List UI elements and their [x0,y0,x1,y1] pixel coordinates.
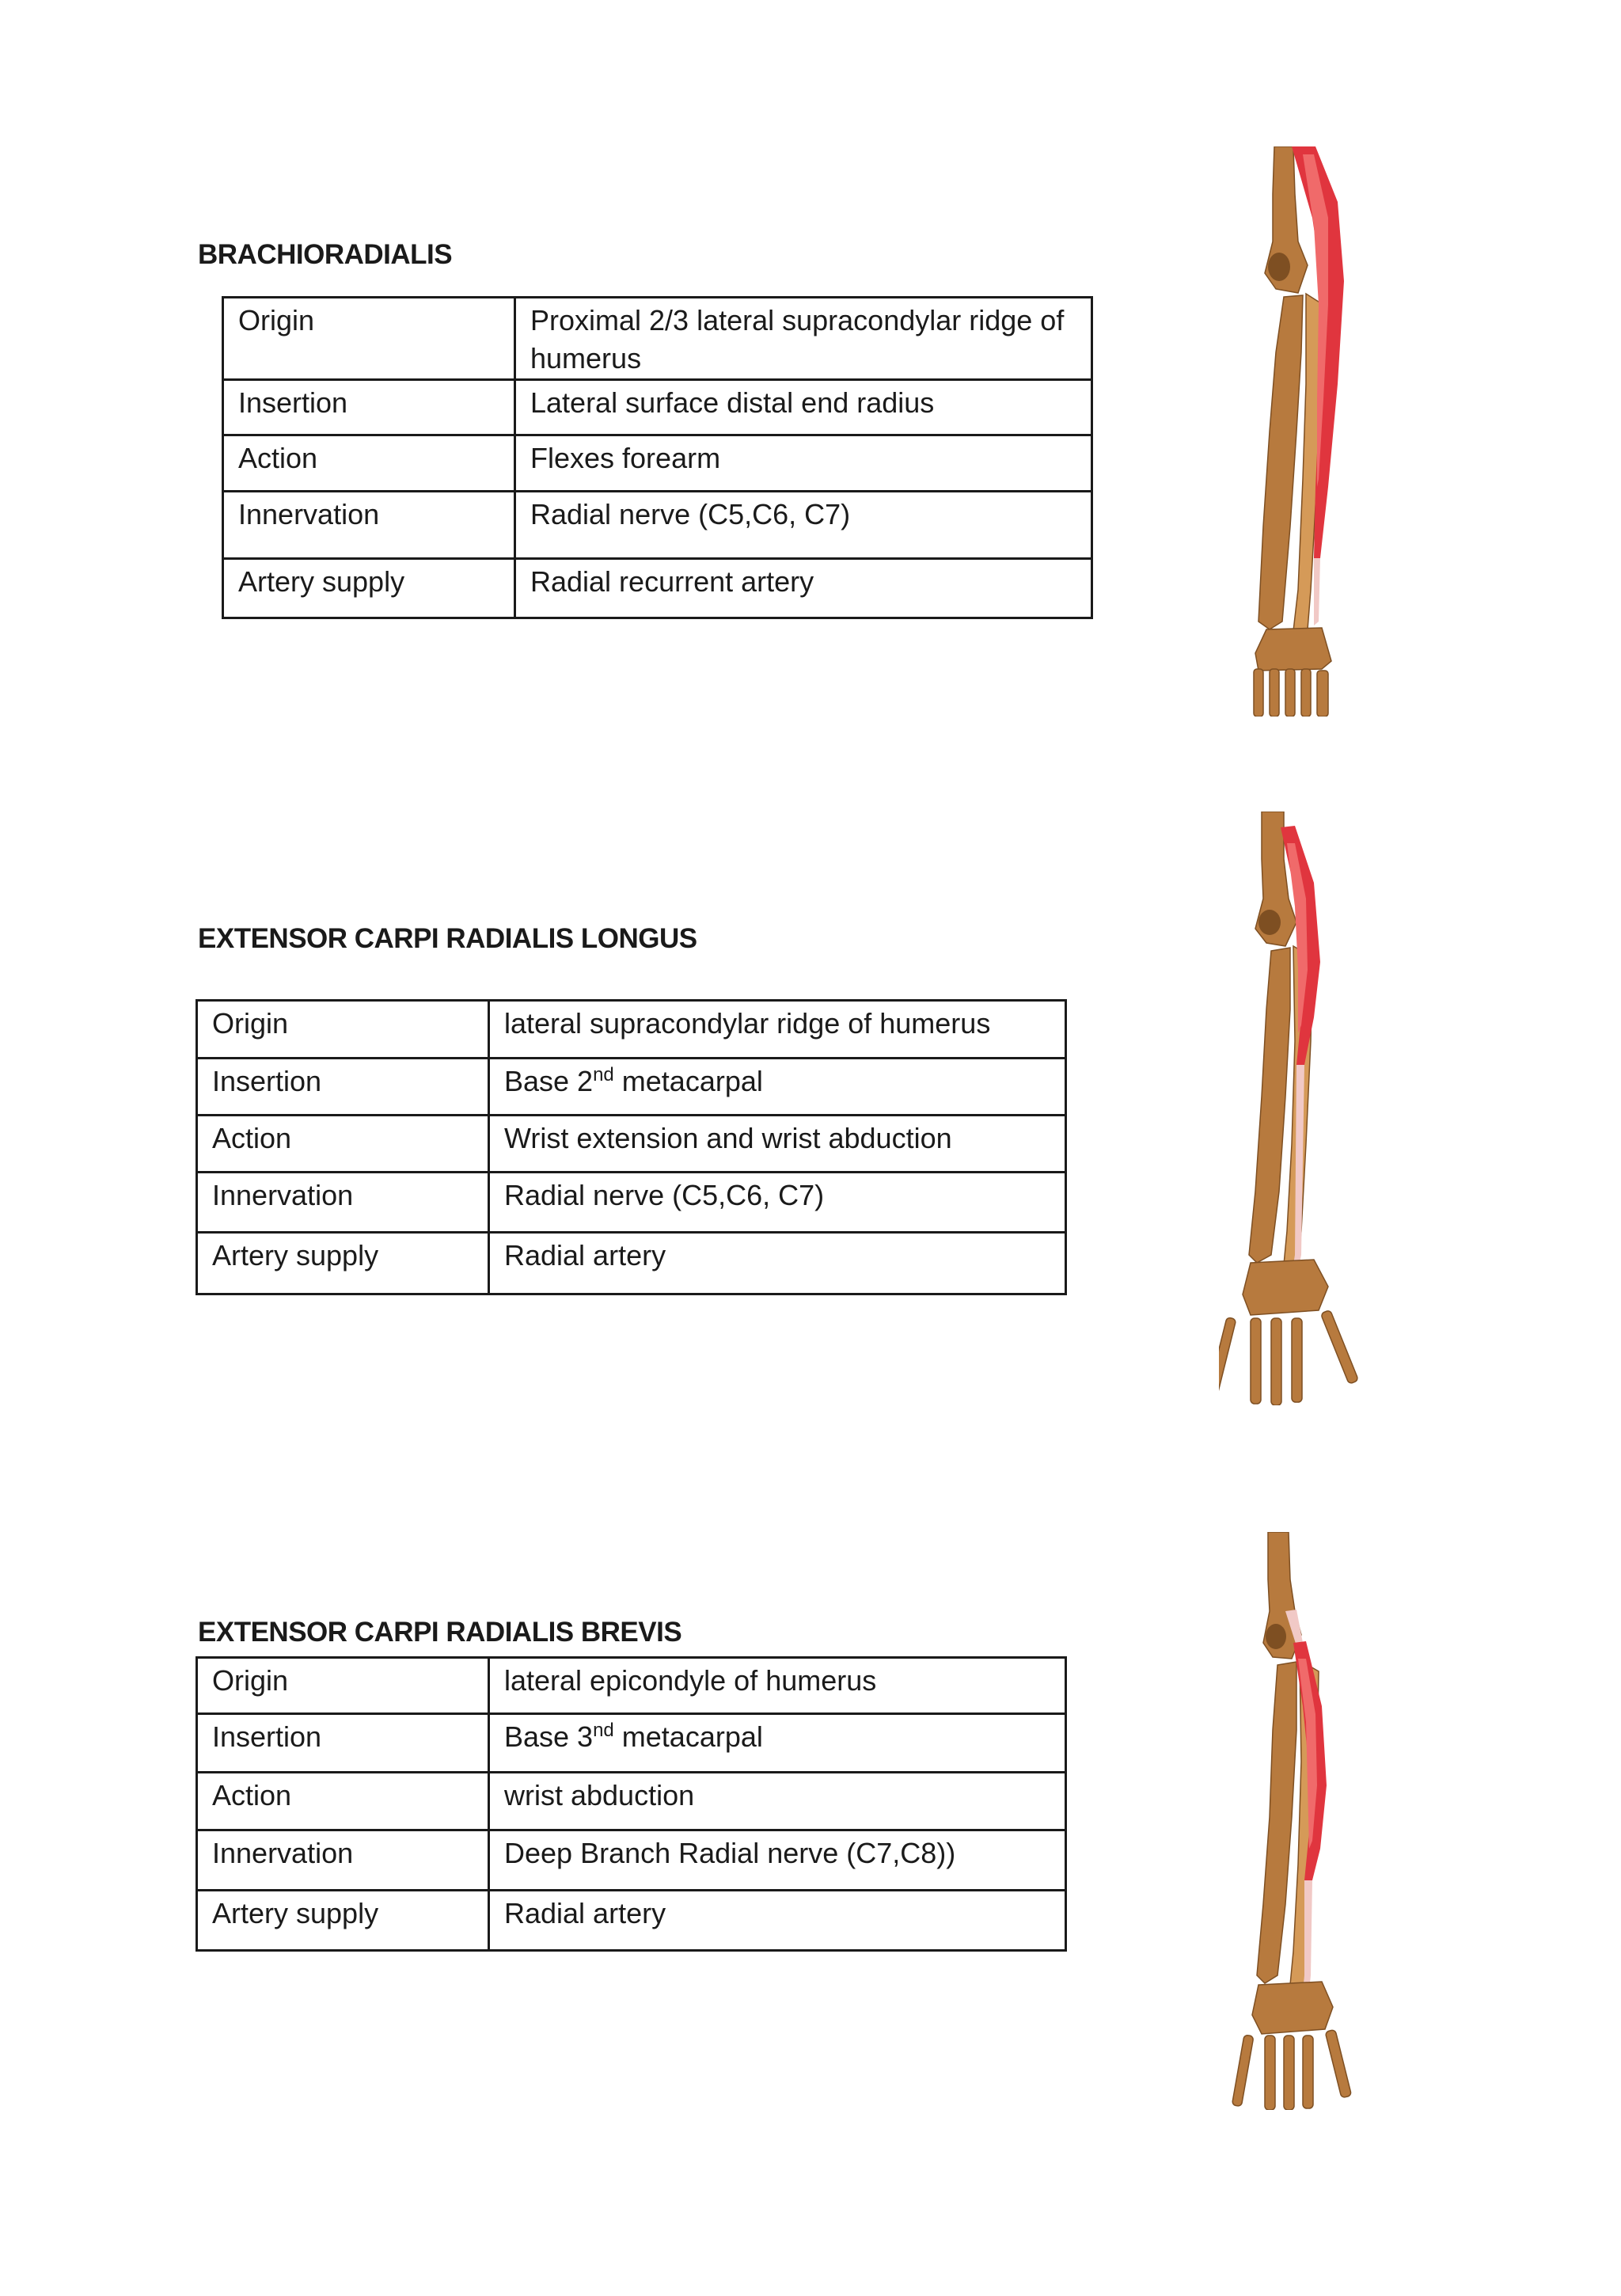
row-value: wrist abduction [489,1773,1066,1830]
section-title-ecrb: EXTENSOR CARPI RADIALIS BREVIS [198,1617,682,1648]
ecrl-illustration [1219,812,1393,1405]
row-value: lateral supracondylar ridge of humerus [489,1001,1066,1059]
row-label: Artery supply [197,1891,489,1951]
row-value: Flexes forearm [515,435,1092,492]
ordinal-suffix: nd [593,1064,614,1085]
hand-bones [1254,669,1328,717]
wrist-carpal-bones [1255,628,1331,671]
row-label: Innervation [197,1830,489,1891]
value-text-tail: metacarpal [613,1065,763,1097]
row-label: Insertion [197,1059,489,1116]
radius-bone [1257,1662,1296,1983]
table-row [197,1116,1066,1173]
table-row [223,298,1092,380]
row-value: lateral epicondyle of humerus [489,1658,1066,1714]
ecrl-table [196,999,1067,1295]
table-row [197,1173,1066,1233]
table-row [223,435,1092,492]
brachioradialis-illustration [1235,146,1377,717]
row-label: Innervation [197,1173,489,1233]
row-value: Radial recurrent artery [515,559,1092,618]
table-row [197,1830,1066,1891]
row-value: Proximal 2/3 lateral supracondylar ridge of humerus [515,298,1092,380]
wrist-carpal-bones [1252,1982,1333,2034]
value-text: Base 3 [504,1720,594,1753]
radius-bone [1258,295,1303,629]
table-row [223,559,1092,618]
table-row [223,380,1092,435]
row-label: Insertion [223,380,515,435]
hand-bones [1219,1310,1358,1405]
row-value: Radial nerve (C5,C6, C7) [489,1173,1066,1233]
row-value: Wrist extension and wrist abduction [489,1116,1066,1173]
row-value: Radial artery [489,1891,1066,1951]
table-row [223,492,1092,559]
row-label: Artery supply [223,559,515,618]
table-row [197,1001,1066,1059]
radius-bone [1249,948,1290,1263]
section-title-brachioradialis: BRACHIORADIALIS [198,239,453,270]
table-row [197,1891,1066,1951]
row-label: Innervation [223,492,515,559]
table-row [197,1233,1066,1294]
row-label: Action [197,1116,489,1173]
row-label: Action [197,1773,489,1830]
row-label: Origin [223,298,515,380]
row-value: Radial nerve (C5,C6, C7) [515,492,1092,559]
value-text: Base 2 [504,1065,594,1097]
table-row [197,1714,1066,1773]
ecrb-table [196,1656,1067,1952]
row-label: Artery supply [197,1233,489,1294]
table-row [197,1059,1066,1116]
brachioradialis-table [222,296,1093,619]
row-value [489,1714,1066,1773]
row-value: Radial artery [489,1233,1066,1294]
row-label: Origin [197,1658,489,1714]
ordinal-suffix: nd [593,1720,614,1741]
table-row [197,1773,1066,1830]
wrist-carpal-bones [1243,1260,1328,1315]
row-value: Deep Branch Radial nerve (C7,C8)) [489,1830,1066,1891]
hand-bones [1232,2029,1351,2110]
row-label: Action [223,435,515,492]
value-text-tail: metacarpal [613,1720,763,1753]
row-value [489,1059,1066,1116]
row-label: Insertion [197,1714,489,1773]
ecrb-illustration [1227,1532,1393,2110]
row-value: Lateral surface distal end radius [515,380,1092,435]
row-label: Origin [197,1001,489,1059]
table-row [197,1658,1066,1714]
section-title-ecrl: EXTENSOR CARPI RADIALIS LONGUS [198,923,697,954]
